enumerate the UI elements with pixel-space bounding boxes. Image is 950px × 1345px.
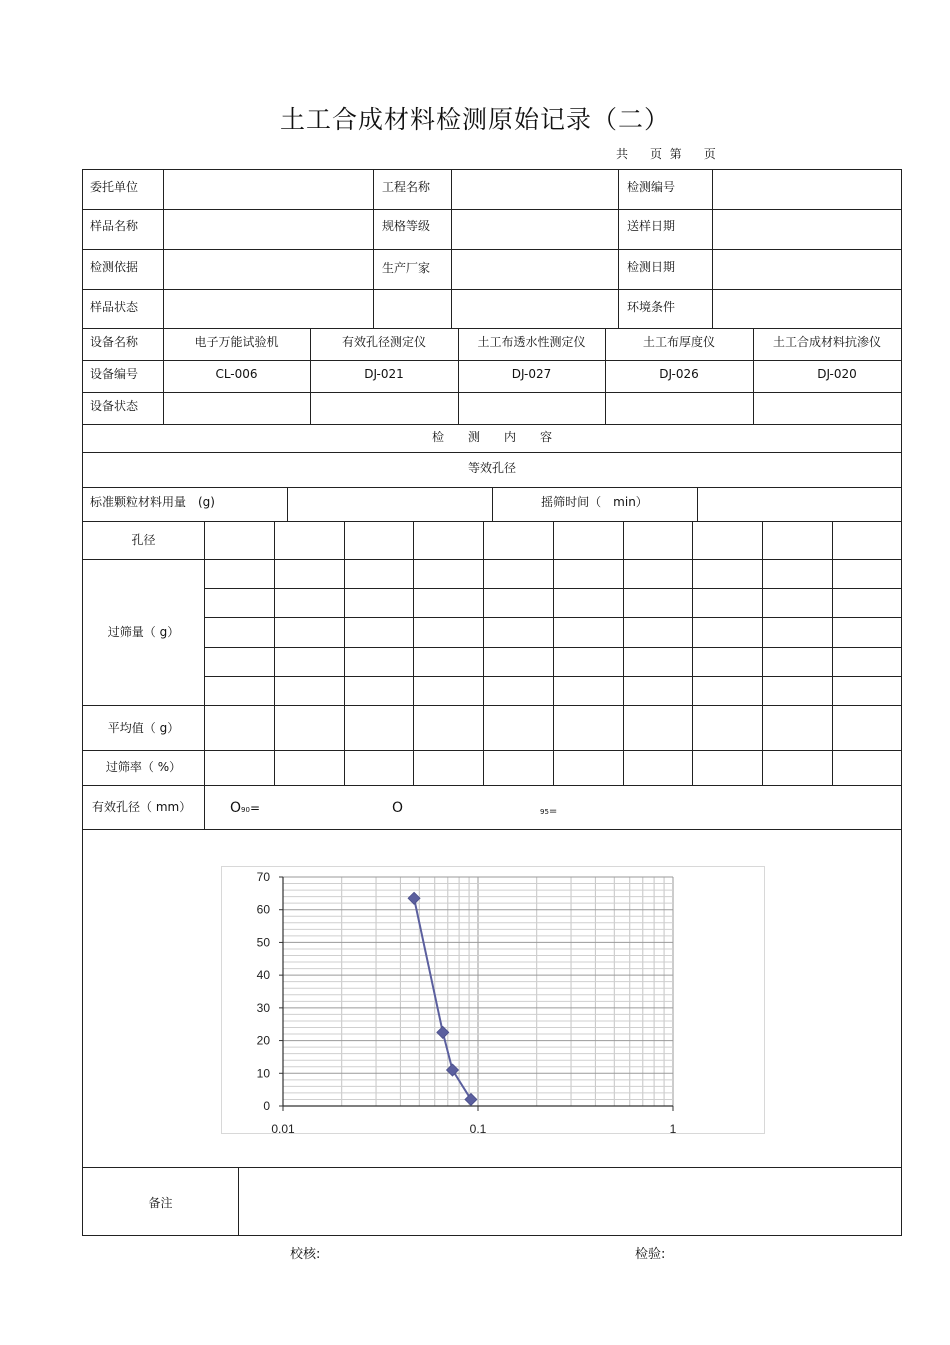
o90-equals: = (249, 801, 261, 815)
sieve-chart (221, 866, 765, 1134)
o95-sub: 95 (540, 808, 549, 816)
spec-grade-label: 规格等级 (382, 219, 431, 233)
equipment-name-1: 电子万能试验机 (194, 335, 279, 349)
x-tick-label: 0.01 (271, 1122, 295, 1134)
equipment-name-3: 土工布透水性测定仪 (477, 335, 586, 349)
remark-label: 备注 (148, 1196, 173, 1210)
equipment-no-3: DJ-027 (511, 367, 552, 381)
y-tick-label: 40 (256, 968, 270, 983)
page-nth-label: 第 (669, 147, 682, 161)
equipment-no-label: 设备编号 (90, 367, 139, 381)
equipment-no-1: CL-006 (215, 367, 258, 381)
std-material-label: 标准颗粒材料用量 (g) (90, 495, 215, 509)
equipment-no-2: DJ-021 (364, 367, 404, 381)
avg-label: 平均值（ g） (107, 721, 180, 735)
equipment-state-label: 设备状态 (90, 399, 139, 413)
test-no-label: 检测编号 (627, 180, 676, 194)
page-total-label: 共 (616, 147, 629, 161)
pass-rate-label: 过筛率（ %） (105, 760, 182, 774)
page-label-2: 页 (703, 147, 716, 161)
o95-symbol: O (392, 800, 404, 816)
sample-name-label: 样品名称 (90, 219, 139, 233)
pore-label: 孔径 (131, 533, 156, 547)
o90-symbol: O (230, 800, 242, 816)
page-label: 页 (650, 147, 663, 161)
page-title: 土工合成材料检测原始记录（二） (279, 105, 670, 134)
test-date-label: 检测日期 (627, 260, 676, 274)
inspect-label: 检验: (635, 1247, 666, 1262)
y-tick-label: 30 (256, 1000, 270, 1015)
test-item-label: 等效孔径 (467, 461, 516, 475)
equipment-name-4: 土工布厚度仪 (642, 335, 715, 349)
o95-equals: = (548, 806, 558, 817)
equipment-name-2: 有效孔径测定仪 (341, 335, 426, 349)
o90-sub: 90 (241, 806, 250, 814)
test-basis-label: 检测依据 (90, 260, 139, 274)
equipment-no-4: DJ-026 (659, 367, 699, 381)
y-tick-label: 50 (256, 935, 270, 950)
y-tick-label: 20 (256, 1033, 270, 1048)
pass-amount-label: 过筛量（ g） (107, 625, 180, 639)
sample-state-label: 样品状态 (90, 300, 139, 314)
equipment-name-5: 土工合成材料抗渗仪 (772, 335, 881, 349)
equipment-name-label: 设备名称 (90, 335, 139, 349)
x-tick-label: 0.1 (469, 1122, 487, 1134)
env-condition-label: 环境条件 (627, 300, 676, 314)
y-tick-label: 60 (256, 902, 270, 917)
manufacturer-label: 生产厂家 (382, 261, 431, 275)
entrust-unit-label: 委托单位 (90, 180, 139, 194)
check-label: 校核: (290, 1247, 321, 1262)
y-tick-label: 70 (256, 870, 270, 884)
y-tick-label: 10 (256, 1066, 270, 1081)
project-name-label: 工程名称 (382, 180, 431, 194)
section-title: 检 测 内 容 (431, 430, 552, 444)
shake-time-label: 摇筛时间（ min） (541, 495, 648, 509)
page-info (616, 145, 716, 162)
y-tick-label: 0 (263, 1099, 270, 1113)
eff-pore-label: 有效孔径（ mm） (92, 800, 192, 814)
o90-value (230, 801, 260, 817)
record-table (82, 169, 902, 1236)
equipment-no-5: DJ-020 (817, 367, 857, 381)
x-tick-label: 1 (669, 1122, 677, 1134)
o95-value (540, 803, 557, 819)
send-date-label: 送样日期 (627, 219, 676, 233)
